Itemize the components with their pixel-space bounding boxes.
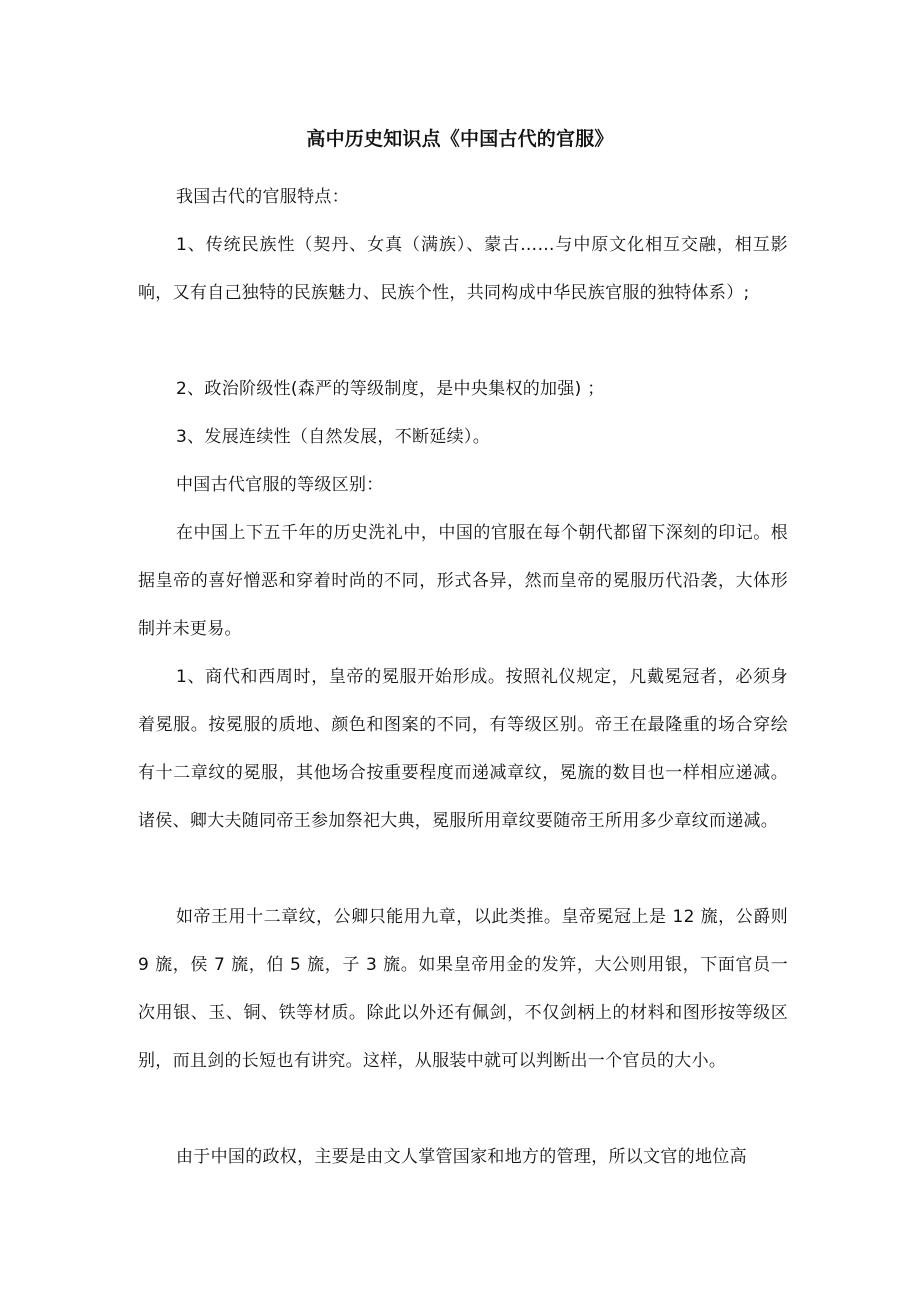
paragraph-political-trait: 2、政治阶级性(森严的等级制度，是中央集权的加强) ； [176, 379, 605, 399]
paragraph-civil-officials: 由于中国的政权，主要是由文人掌管国家和地方的管理，所以文官的地位高 [176, 1147, 747, 1167]
paragraph-continuity-trait: 3、发展连续性（自然发展，不断延续）。 [176, 427, 491, 447]
document-title: 高中历史知识点《中国古代的官服》 [306, 128, 614, 150]
paragraph-rank-example: 如帝王用十二章纹，公卿只能用九章，以此类推。皇帝冕冠上是 12 旒，公爵则 9 旒，侯 7 旒，伯 5 旒，子 3 旒。如果皇帝用金的发笄，大公则用银，下面官员一次用银、玉、铜、铁等材质。除此以外还有佩剑，不仅剑柄上的材料和图形按等级区别，而且剑的长短也有讲究。这样，从服装中就可以判断出一个官员的大小。 [138, 907, 788, 1071]
paragraph-history-intro: 在中国上下五千年的历史洗礼中，中国的官服在每个朝代都留下深刻的印记。根据皇帝的喜好憎恶和穿着时尚的不同，形式各异，然而皇帝的冕服历代沿袭，大体形制并未更易。 [138, 523, 788, 639]
paragraph-shang-zhou: 1、商代和西周时，皇帝的冕服开始形成。按照礼仪规定，凡戴冕冠者，必须身着冕服。按冕服的质地、颜色和图案的不同，有等级区别。帝王在最隆重的场合穿绘有十二章纹的冕服，其他场合按重要程度而递减章纹，冕旒的数目也一样相应递减。诸侯、卿大夫随同帝王参加祭祀大典，冕服所用章纹要随帝王所用多少章纹而递减。 [138, 667, 788, 831]
paragraph-rank-heading: 中国古代官服的等级区别： [176, 475, 384, 495]
paragraph-features-heading: 我国古代的官服特点： [176, 187, 349, 207]
paragraph-ethnic-trait: 1、传统民族性（契丹、女真（满族）、蒙古……与中原文化相互交融，相互影响，又有自己独特的民族魅力、民族个性，共同构成中华民族官服的独特体系）; [138, 235, 788, 303]
